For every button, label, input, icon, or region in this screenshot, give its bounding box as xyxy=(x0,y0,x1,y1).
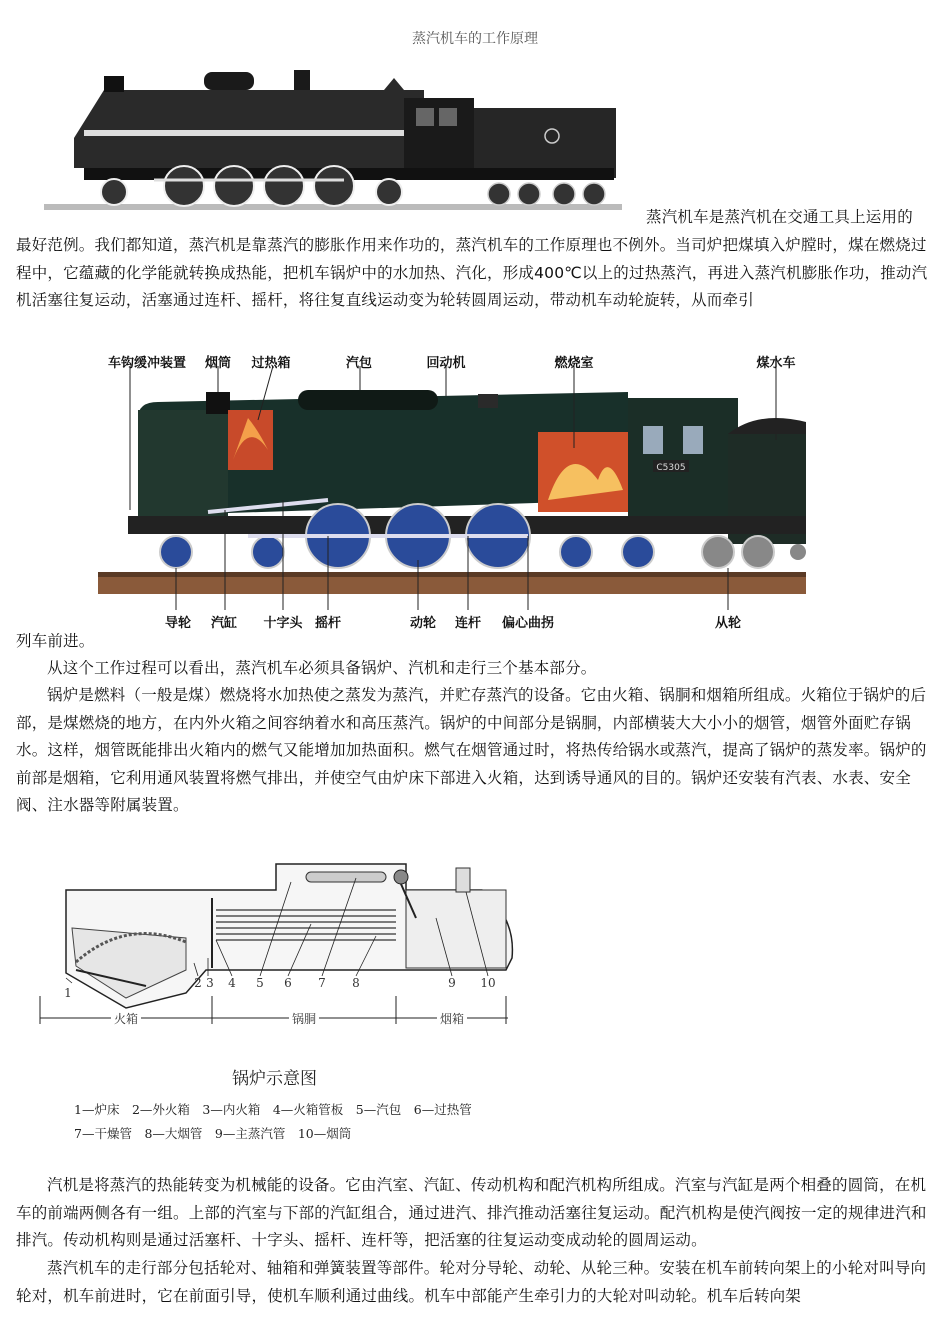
label-rocker: 摇杆 xyxy=(314,616,342,631)
label-connecting-rod: 连杆 xyxy=(454,616,482,631)
locomotive-photo xyxy=(44,68,622,218)
paragraph-engine: 汽机是将蒸汽的热能转变为机械能的设备。它由汽室、汽缸、传动机构和配汽机构所组成。汽室与汽缸是两个相叠的圆筒，在机车的前端两侧各有一组。上部的汽室与下部的汽缸组合，通过进汽、排汽推动活塞往复运动。配汽机构是使汽阀按一定的规律进汽和排汽。传动机构则是通过活塞杆、十字头、摇杆、连杆等，把活塞的往复运动变成动轮的圆周运动。 xyxy=(16,1176,927,1249)
label-chimney: 烟筒 xyxy=(204,356,232,371)
label-steam-dome: 汽包 xyxy=(345,356,373,371)
boiler-num-4: 4 xyxy=(228,976,236,990)
paragraph-basic-parts: 从这个工作过程可以看出，蒸汽机车必须具备锅炉、汽机和走行三个基本部分。 xyxy=(47,659,597,677)
boiler-num-1: 1 xyxy=(64,986,72,1000)
label-coupler: 车钩缓冲装置 xyxy=(107,356,187,371)
paragraph-boiler: 锅炉是燃料（一般是煤）燃烧将水加热使之蒸发为蒸汽，并贮存蒸汽的设备。它由火箱、锅胴和烟箱所组成。火箱位于锅炉的后部，是煤燃烧的地方，在内外火箱之间容纳着水和高压蒸汽。锅炉的中间部分是锅胴，内部横装大大小小的烟管，烟管外面贮存锅水。这样，烟管既能排出火箱内的燃气又能增加加热面积。燃气在烟管通过时，将热传给锅水或蒸汽，提高了锅炉的蒸发率。锅炉的前部是烟箱，它利用通风装置将燃气排出，并使空气由炉床下部进入火箱，达到诱导通风的目的。锅炉还安装有汽表、水表、安全阀、注水器等附属装置。 xyxy=(16,686,927,814)
intro-tail: 列车前进。 xyxy=(16,632,95,650)
label-driving-wheel: 动轮 xyxy=(409,616,437,631)
label-tender: 煤水车 xyxy=(756,356,796,371)
label-leading-wheel: 导轮 xyxy=(164,616,192,631)
paragraph-running-gear: 蒸汽机车的走行部分包括轮对、轴箱和弹簧装置等部件。轮对分导轮、动轮、从轮三种。安装在机车前转向架上的小轮对叫导向轮对，机车前进时，它在前面引导，使机车顺利通过曲线。机车中部能产生牵引力的大轮对叫动轮。机车后转向架 xyxy=(16,1259,927,1305)
boiler-section-barrel: 锅胴 xyxy=(289,1010,319,1027)
boiler-num-8: 8 xyxy=(352,976,360,990)
locomotive-cutaway-image xyxy=(98,340,806,610)
cab-number-plate: C5305 xyxy=(656,463,686,473)
boiler-num-6: 6 xyxy=(284,976,292,990)
page-title: 蒸汽机车的工作原理 xyxy=(412,31,538,47)
label-trailing-wheel: 从轮 xyxy=(714,616,742,631)
label-reverser: 回动机 xyxy=(426,356,466,371)
boiler-num-2: 2 xyxy=(194,976,202,990)
boiler-num-10: 10 xyxy=(480,976,496,990)
boiler-section-firebox: 火箱 xyxy=(111,1010,141,1027)
boiler-num-5: 5 xyxy=(256,976,264,990)
intro-body: 最好范例。我们都知道，蒸汽机是靠蒸汽的膨胀作用来作功的，蒸汽机车的工作原理也不例外。当司炉把煤填入炉膛时，煤在燃烧过程中，它蕴藏的化学能就转换成热能，把机车锅炉中的水加热、汽化，形成400℃以上的过热蒸汽，再进入蒸汽机膨胀作功，推动汽机活塞往复运动，活塞通过连杆、摇杆，将往复直线运动变为轮转圆周运动，带动机车动轮旋转，从而牵引 xyxy=(16,236,928,309)
label-combustion-chamber: 燃烧室 xyxy=(554,356,594,371)
boiler-section-smokebox: 烟箱 xyxy=(437,1010,467,1027)
label-eccentric-crank: 偏心曲拐 xyxy=(501,616,555,631)
boiler-num-9: 9 xyxy=(448,976,456,990)
boiler-num-7: 7 xyxy=(318,976,326,990)
boiler-schematic xyxy=(36,858,518,1028)
boiler-num-3: 3 xyxy=(206,976,214,990)
intro-lead: 蒸汽机车是蒸汽机在交通工具上运用的 xyxy=(646,208,913,226)
boiler-legend-line2: 7—干燥管 8—大烟管 9—主蒸汽管 10—烟筒 xyxy=(74,1126,352,1141)
label-cylinder: 汽缸 xyxy=(210,616,238,631)
boiler-legend-line1: 1—炉床 2—外火箱 3—内火箱 4—火箱管板 5—汽包 6—过热管 xyxy=(74,1102,472,1117)
boiler-diagram-title: 锅炉示意图 xyxy=(232,1069,317,1089)
label-superheater: 过热箱 xyxy=(251,356,291,371)
label-crosshead: 十字头 xyxy=(263,616,303,631)
